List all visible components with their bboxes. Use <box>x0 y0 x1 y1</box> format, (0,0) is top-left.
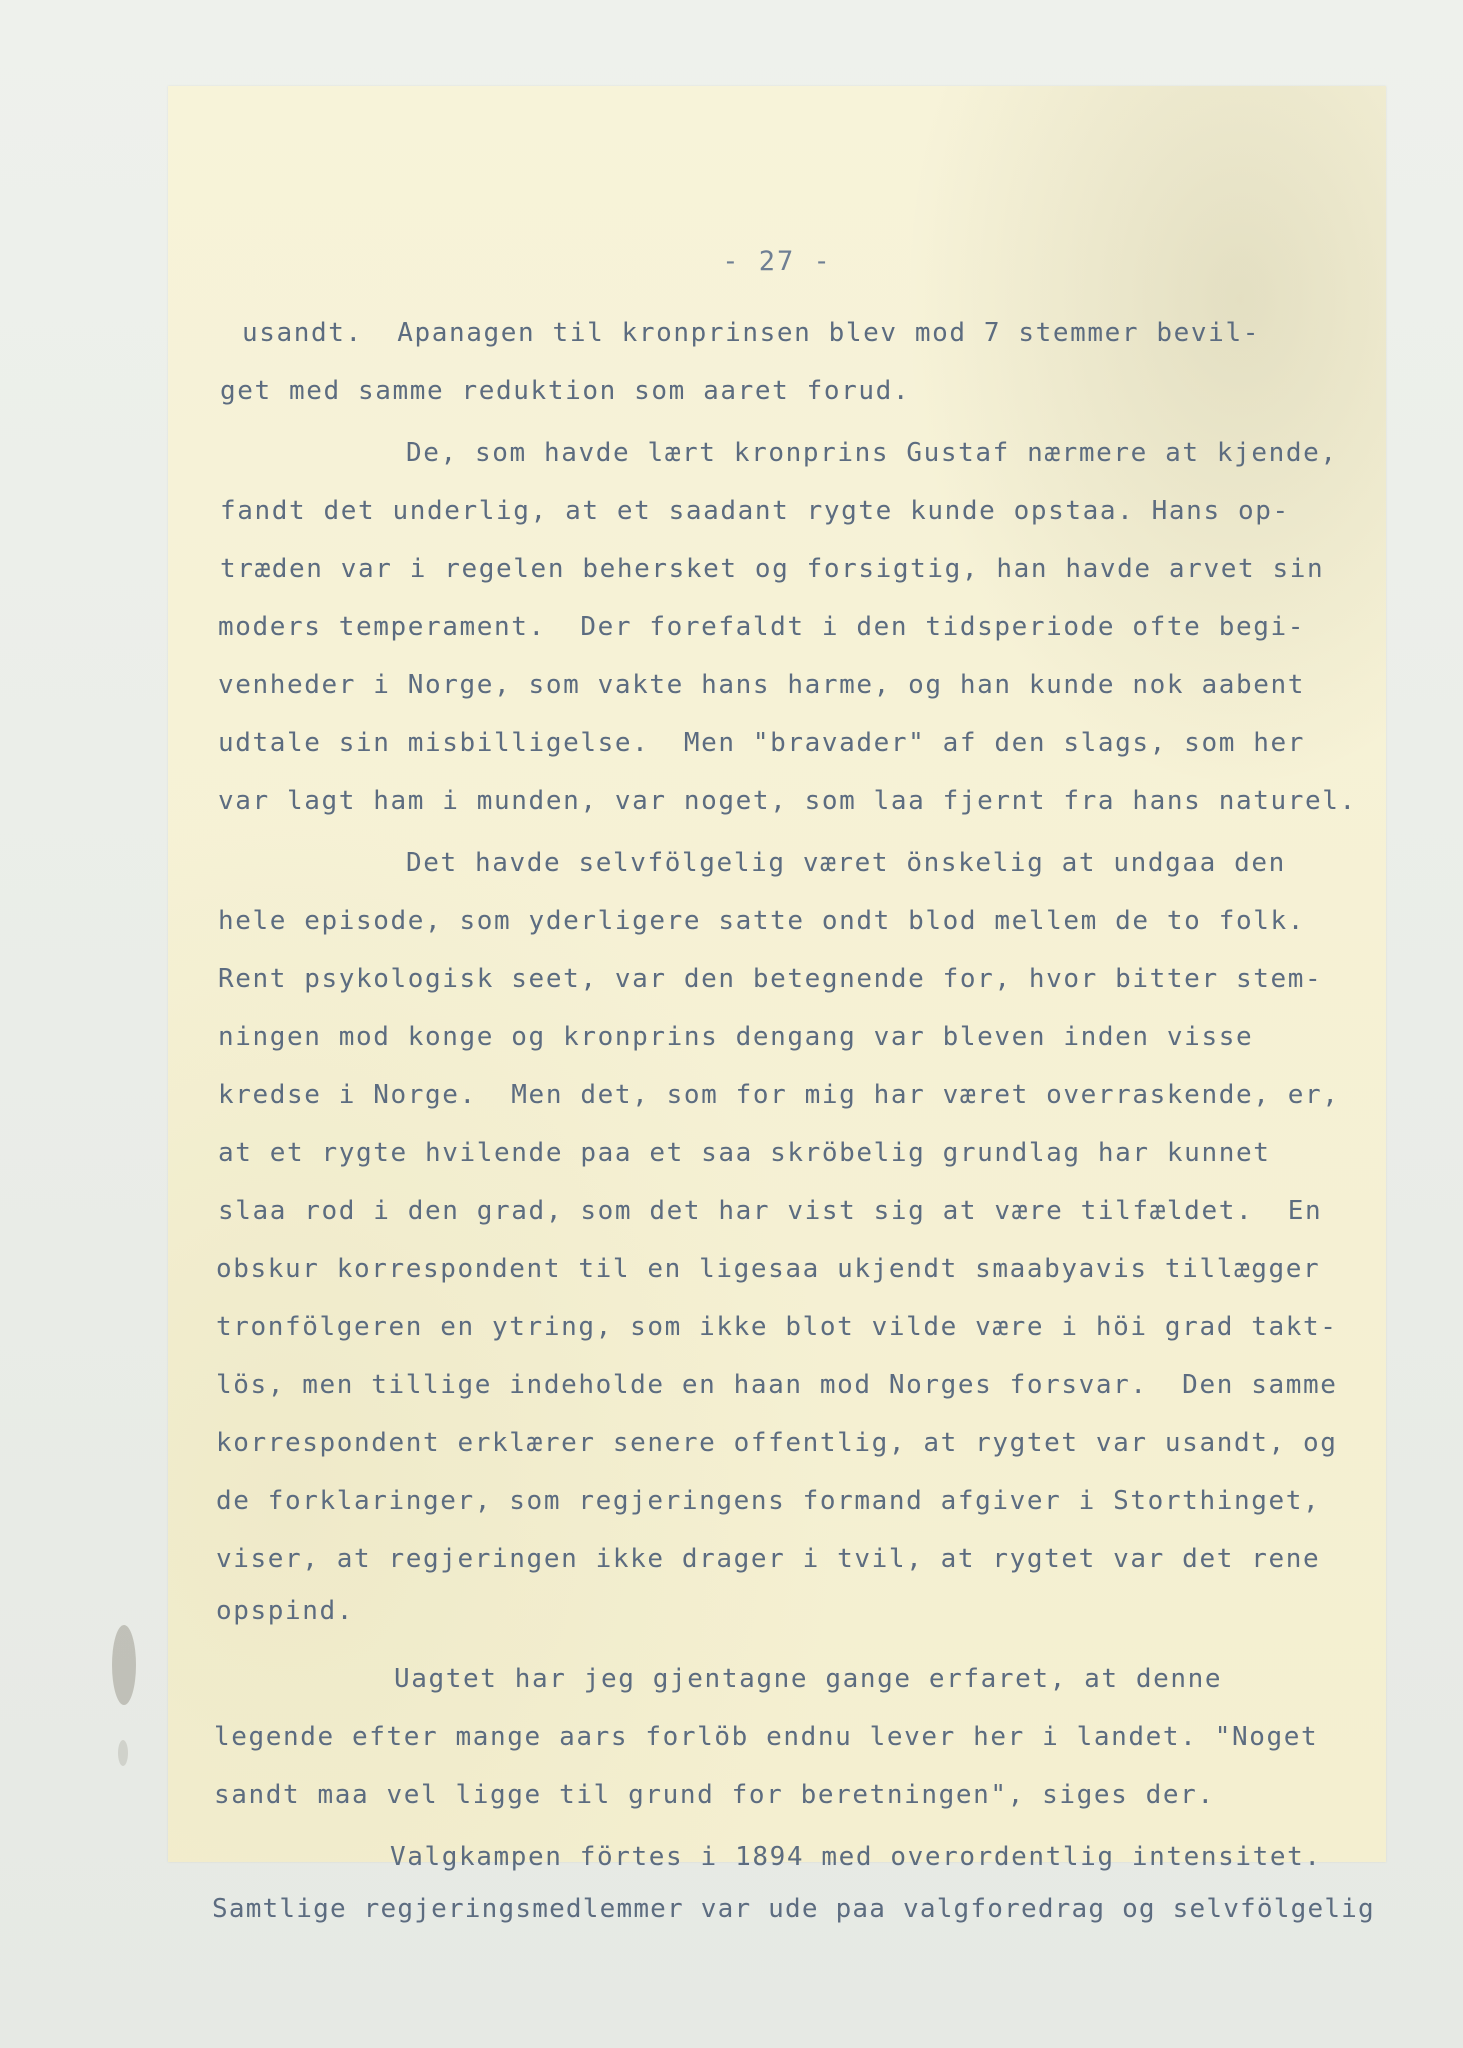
text-line: Valgkampen förtes i 1894 med overordentlig intensitet. <box>390 1842 1322 1872</box>
text-line: venheder i Norge, som vakte hans harme, og han kunde nok aabent <box>218 670 1305 700</box>
text-line: hele episode, som yderligere satte ondt blod mellem de to folk. <box>218 906 1305 936</box>
text-line: korrespondent erklærer senere offentlig, at rygtet var usandt, og <box>216 1428 1338 1458</box>
text-line: var lagt ham i munden, var noget, som laa fjernt fra hans naturel. <box>218 786 1357 816</box>
text-line: moders temperament. Der forefaldt i den tidsperiode ofte begi- <box>218 612 1305 642</box>
text-line: Uagtet har jeg gjentagne gange erfaret, at denne <box>394 1664 1223 1694</box>
text-line: at et rygte hvilende paa et saa skröbelig grundlag har kunnet <box>218 1138 1271 1168</box>
text-line: fandt det underlig, at et saadant rygte kunde opstaa. Hans op- <box>220 496 1290 526</box>
edge-stain-small <box>118 1740 128 1766</box>
typewritten-page <box>168 86 1386 1924</box>
text-line: usandt. Apanagen til kronprinsen blev mod 7 stemmer bevil- <box>242 318 1260 348</box>
text-line: kredse i Norge. Men det, som for mig har været overraskende, er, <box>218 1080 1340 1110</box>
page-number: - 27 - <box>722 246 832 277</box>
text-line: opspind. <box>216 1596 355 1626</box>
text-line: de forklaringer, som regjeringens formand afgiver i Storthinget, <box>216 1486 1321 1516</box>
text-line: ningen mod konge og kronprins dengang var bleven inden visse <box>218 1022 1254 1052</box>
text-line: Samtlige regjeringsmedlemmer var ude paa valgforedrag og selvfölgelig <box>212 1894 1375 1924</box>
text-line: slaa rod i den grad, som det har vist sig at være tilfældet. En <box>218 1196 1323 1226</box>
text-line: Det havde selvfölgelig været önskelig at undgaa den <box>406 848 1286 878</box>
text-line: tronfölgeren en ytring, som ikke blot vilde være i höi grad takt- <box>216 1312 1338 1342</box>
text-line: Rent psykologisk seet, var den betegnende for, hvor bitter stem- <box>218 964 1323 994</box>
text-line: træden var i regelen behersket og forsigtig, han havde arvet sin <box>220 554 1325 584</box>
text-line: lös, men tillige indeholde en haan mod Norges forsvar. Den samme <box>216 1370 1338 1400</box>
edge-stain <box>112 1625 136 1705</box>
text-line: get med samme reduktion som aaret forud. <box>220 376 911 406</box>
text-line: obskur korrespondent til en ligesaa ukjendt smaabyavis tillægger <box>216 1254 1321 1284</box>
text-line: De, som havde lært kronprins Gustaf nærmere at kjende, <box>406 438 1338 468</box>
text-line: udtale sin misbilligelse. Men "bravader" af den slags, som her <box>218 728 1305 758</box>
text-line: viser, at regjeringen ikke drager i tvil, at rygtet var det rene <box>216 1544 1321 1574</box>
text-line: legende efter mange aars forlöb endnu lever her i landet. "Noget <box>214 1722 1319 1752</box>
text-line: sandt maa vel ligge til grund for beretningen", siges der. <box>214 1780 1215 1810</box>
